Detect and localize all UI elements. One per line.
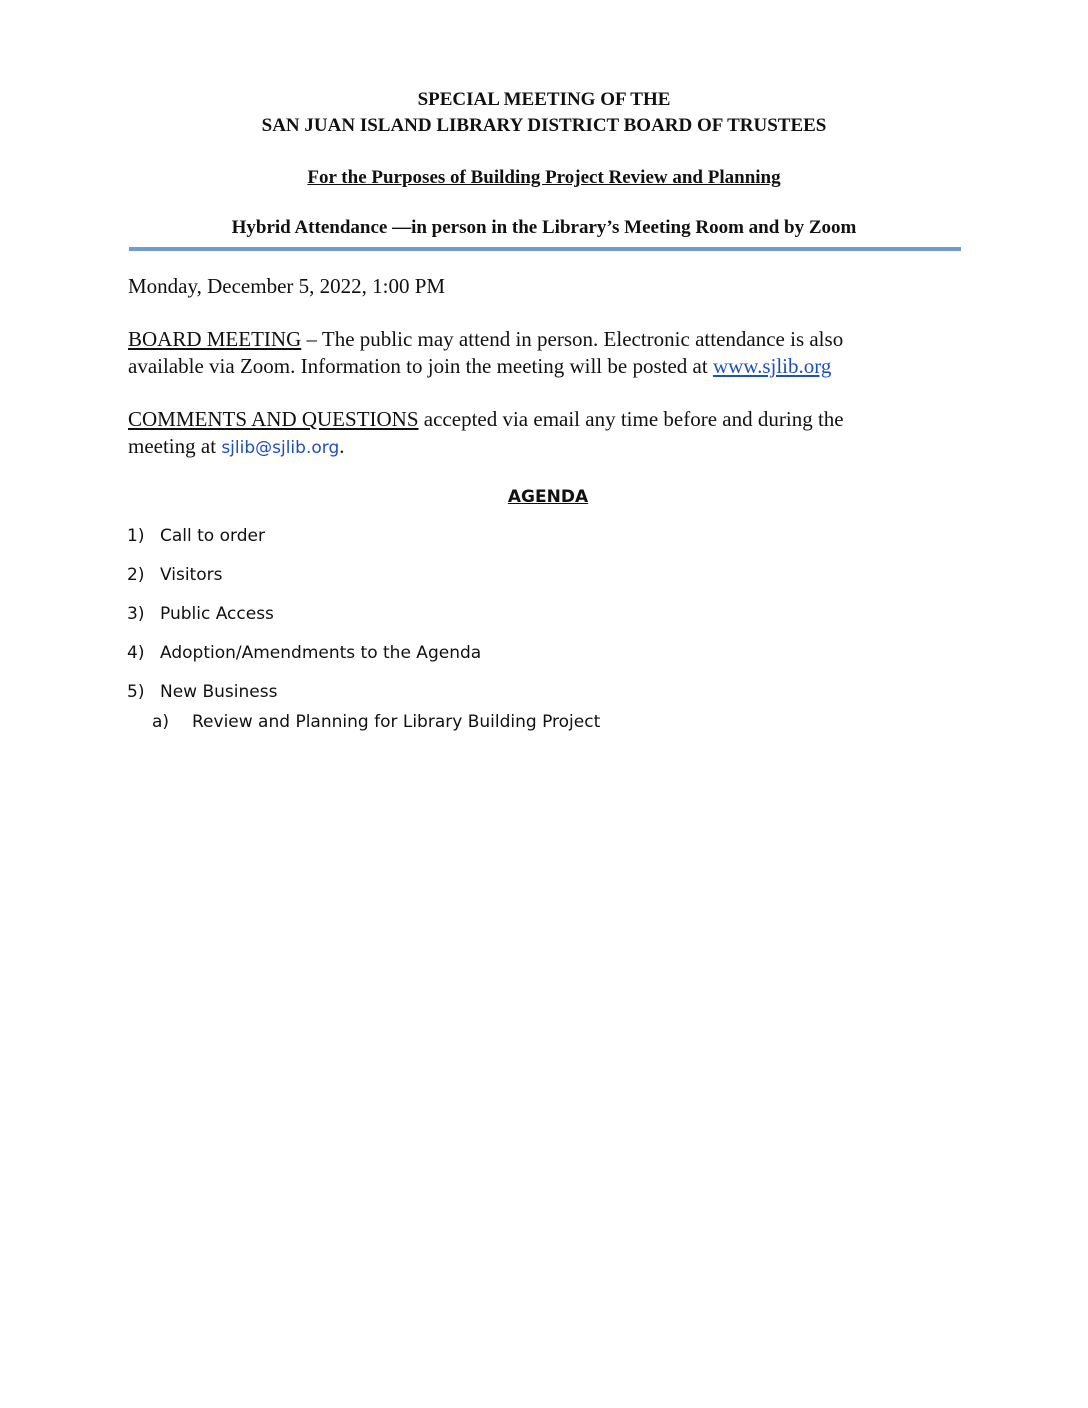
comments-trailing: . [339, 434, 345, 458]
agenda-item-label: Adoption/Amendments to the Agenda [160, 643, 482, 663]
agenda-subitem-letter: a) [152, 712, 170, 732]
agenda-heading: AGENDA [507, 487, 589, 507]
agenda-item [127, 643, 481, 663]
comments-label: COMMENTS AND QUESTIONS [128, 407, 419, 431]
title-line-2: SAN JUAN ISLAND LIBRARY DISTRICT BOARD OF TRUSTEES [261, 115, 827, 136]
board-meeting-paragraph-line-1 [128, 325, 958, 353]
agenda-item-number: 4) [127, 643, 145, 663]
comments-text-2: meeting at [128, 434, 222, 458]
agenda-item-number: 3) [127, 604, 145, 624]
agenda-item-number: 5) [127, 682, 145, 702]
agenda-item-label: Visitors [160, 565, 223, 585]
agenda-item-number: 1) [127, 526, 145, 546]
comments-text-1: accepted via email any time before and during the [418, 407, 844, 431]
agenda-item-number: 2) [127, 565, 145, 585]
board-meeting-paragraph-line-2 [128, 352, 958, 380]
board-meeting-text-2: available via Zoom. Information to join the meeting will be posted at [128, 354, 713, 378]
agenda-item-label: Public Access [160, 604, 274, 624]
agenda-subitem [152, 712, 600, 732]
board-meeting-label: BOARD MEETING [128, 327, 302, 351]
comments-paragraph-line-1 [128, 405, 958, 433]
agenda-item [127, 565, 222, 585]
agenda-item-label: New Business [160, 682, 278, 702]
title-line-1: SPECIAL MEETING OF THE [417, 89, 671, 110]
header-divider [129, 247, 961, 251]
attendance-subtitle: Hybrid Attendance —in person in the Library’s Meeting Room and by Zoom [231, 217, 857, 238]
email-link[interactable]: sjlib@sjlib.org [221, 438, 340, 458]
agenda-item [127, 526, 265, 546]
agenda-item-label: Call to order [160, 526, 265, 546]
comments-paragraph-line-2 [128, 432, 958, 462]
agenda-item [127, 604, 274, 624]
board-meeting-text-1: – The public may attend in person. Electronic attendance is also [301, 327, 844, 351]
purpose-subtitle: For the Purposes of Building Project Review and Planning [307, 167, 781, 188]
agenda-subitem-label: Review and Planning for Library Building Project [192, 712, 601, 732]
agenda-item [127, 682, 277, 702]
meeting-date: Monday, December 5, 2022, 1:00 PM [128, 274, 446, 298]
website-link[interactable]: www.sjlib.org [712, 354, 832, 378]
